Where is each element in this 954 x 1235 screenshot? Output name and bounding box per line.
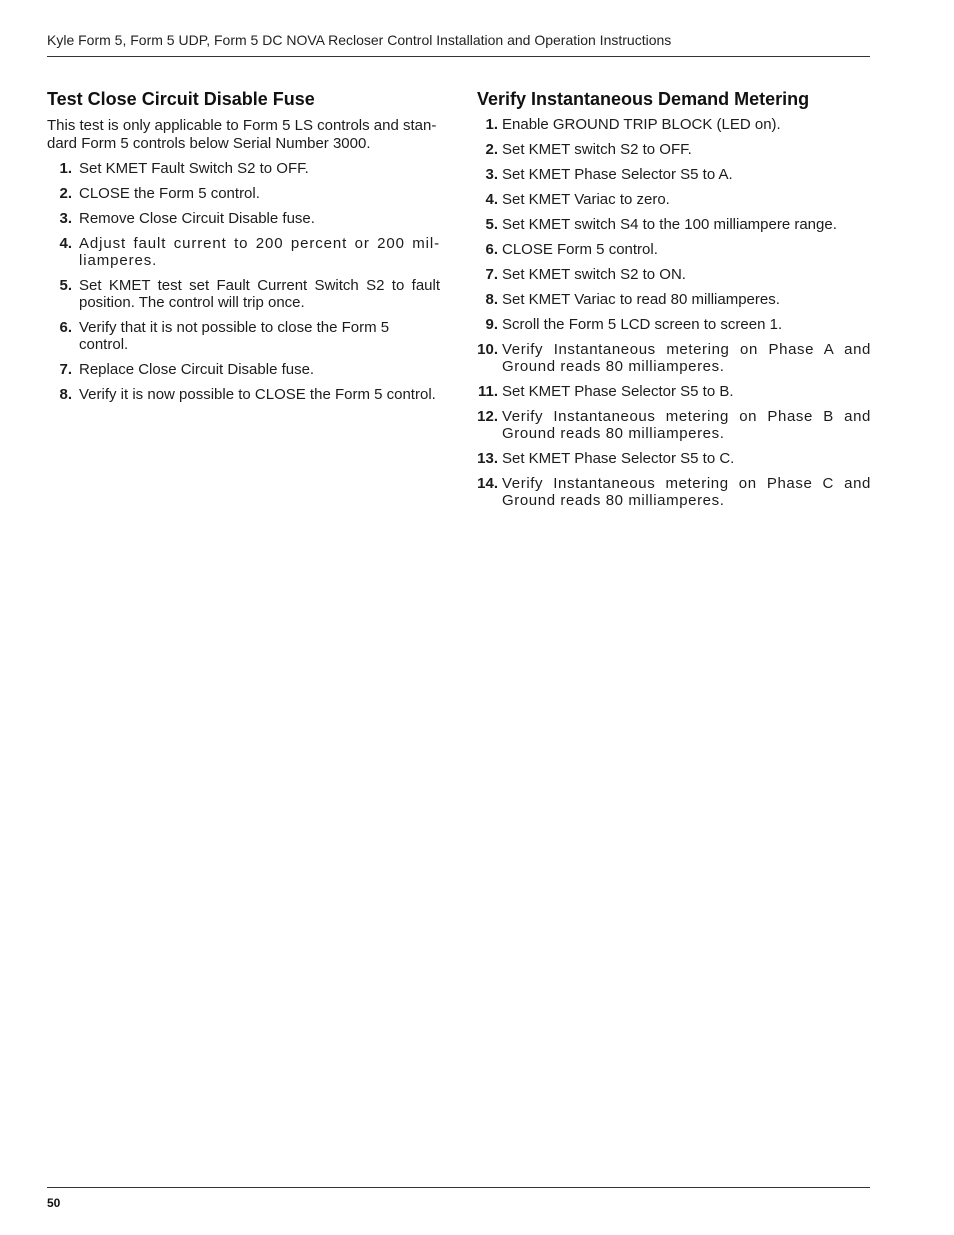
step-number: 1. — [485, 116, 498, 133]
step-number: 5. — [59, 277, 72, 294]
step-text: Enable GROUND TRIP BLOCK (LED on). — [502, 116, 781, 133]
section-heading-close-circuit: Test Close Circuit Disable Fuse — [47, 89, 315, 109]
header-rule — [47, 56, 870, 57]
step-text: Set KMET Fault Switch S2 to OFF. — [79, 160, 309, 177]
list-item — [47, 210, 440, 227]
step-text: Scroll the Form 5 LCD screen to screen 1. — [502, 316, 783, 333]
step-text: Verify it is now possible to CLOSE the Form 5 control. — [79, 386, 436, 403]
step-text: Set KMET Phase Selector S5 to A. — [502, 166, 733, 183]
step-number: 6. — [485, 241, 498, 258]
step-number: 2. — [485, 141, 498, 158]
list-item — [47, 319, 440, 353]
step-text: Set KMET switch S2 to ON. — [502, 266, 686, 283]
step-number: 8. — [59, 386, 72, 403]
step-number: 14. — [477, 475, 498, 492]
list-item — [47, 160, 440, 177]
list-item — [47, 386, 440, 403]
step-number: 11. — [477, 383, 498, 400]
list-item — [477, 241, 871, 258]
step-list-demand-metering — [477, 116, 871, 509]
step-text: Verify Instantaneous metering on Phase C and Ground reads 80 milliamperes. — [502, 475, 871, 509]
list-item — [477, 166, 871, 183]
list-item — [477, 383, 871, 400]
step-text: Set KMET Variac to read 80 milliamperes. — [502, 291, 780, 308]
step-number: 5. — [485, 216, 498, 233]
step-text: Verify Instantaneous metering on Phase B and Ground reads 80 milliamperes. — [502, 408, 871, 442]
list-item — [477, 216, 871, 233]
section-heading-demand-metering: Verify Instantaneous Demand Metering — [477, 89, 810, 109]
step-number: 3. — [485, 166, 498, 183]
list-item — [477, 191, 871, 208]
step-number: 6. — [59, 319, 72, 336]
list-item — [477, 116, 871, 133]
list-item — [477, 291, 871, 308]
step-text: Adjust fault current to 200 percent or 200 mil-liamperes. — [79, 235, 440, 269]
list-item — [477, 341, 871, 375]
list-item — [477, 450, 871, 467]
step-text: Set KMET Variac to zero. — [502, 191, 670, 208]
step-text: Set KMET switch S2 to OFF. — [502, 141, 692, 158]
step-text: Set KMET test set Fault Current Switch S2 to fault position. The control will trip once. — [79, 277, 440, 311]
step-number: 8. — [485, 291, 498, 308]
step-number: 7. — [59, 361, 72, 378]
list-item — [477, 475, 871, 509]
step-number: 4. — [59, 235, 72, 252]
list-item — [47, 277, 440, 311]
step-text: CLOSE the Form 5 control. — [79, 185, 260, 202]
page-number: 50 — [47, 1196, 61, 1210]
step-number: 1. — [59, 160, 72, 177]
step-number: 10. — [477, 341, 498, 358]
step-number: 2. — [59, 185, 72, 202]
list-item — [477, 316, 871, 333]
step-text: Set KMET Phase Selector S5 to B. — [502, 383, 734, 400]
list-item — [47, 361, 440, 378]
list-item — [477, 266, 871, 283]
step-number: 3. — [59, 210, 72, 227]
left-column — [47, 90, 440, 411]
step-text: CLOSE Form 5 control. — [502, 241, 658, 258]
step-text: Verify that it is not possible to close the Form 5 control. — [79, 319, 390, 353]
step-number: 4. — [485, 191, 498, 208]
step-text: Set KMET Phase Selector S5 to C. — [502, 450, 735, 467]
step-list-close-circuit — [47, 160, 440, 403]
step-text: Set KMET switch S4 to the 100 milliampere range. — [502, 216, 837, 233]
step-text: Remove Close Circuit Disable fuse. — [79, 210, 315, 227]
list-item — [477, 141, 871, 158]
footer-rule — [47, 1187, 870, 1188]
step-text: Verify Instantaneous metering on Phase A and Ground reads 80 milliamperes. — [502, 341, 871, 375]
list-item — [477, 408, 871, 442]
step-number: 7. — [485, 266, 498, 283]
step-number: 13. — [477, 450, 498, 467]
list-item — [47, 235, 440, 269]
section-intro: This test is only applicable to Form 5 LS controls and stan-dard Form 5 controls below Serial Number 3000. — [47, 117, 437, 152]
step-text: Replace Close Circuit Disable fuse. — [79, 361, 315, 378]
step-number: 12. — [477, 408, 498, 425]
list-item — [47, 185, 440, 202]
step-number: 9. — [485, 316, 498, 333]
running-header: Kyle Form 5, Form 5 UDP, Form 5 DC NOVA Recloser Control Installation and Operation Instructions — [47, 32, 672, 48]
right-column — [477, 90, 871, 517]
